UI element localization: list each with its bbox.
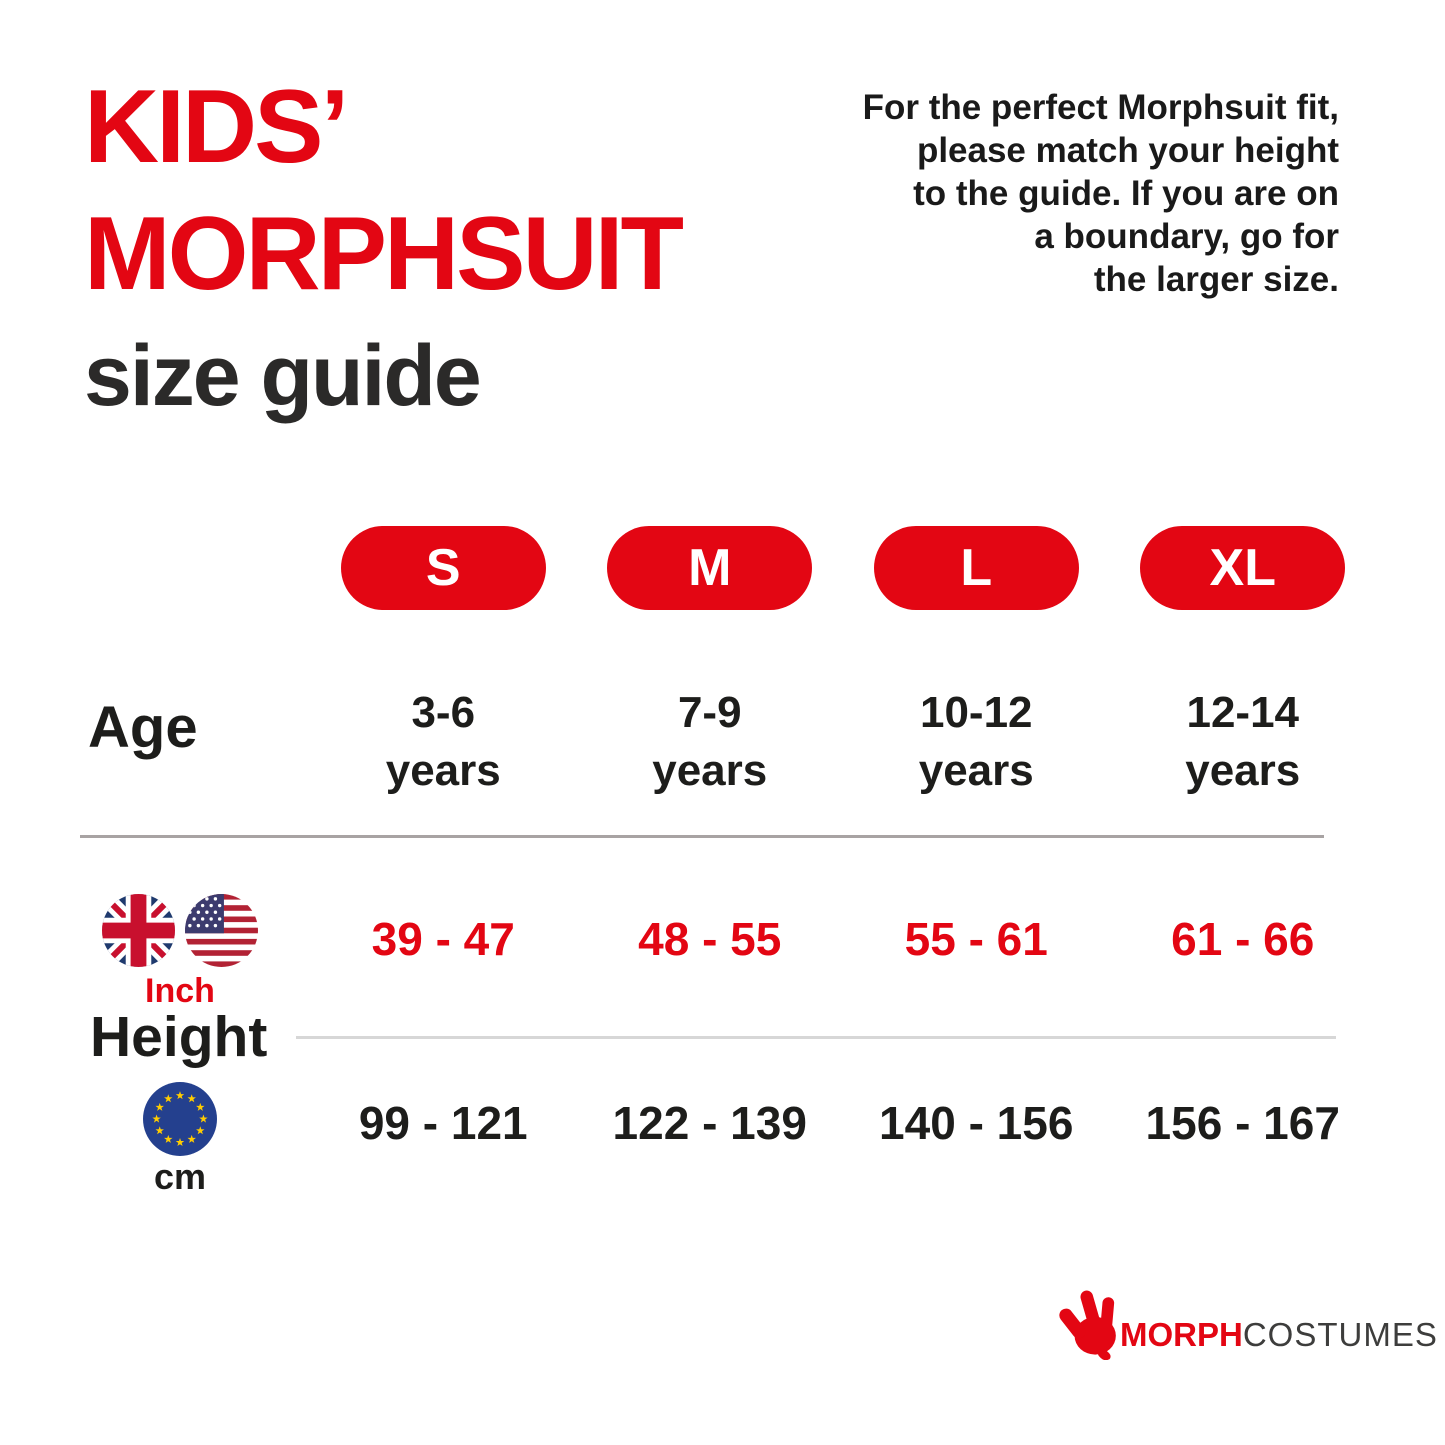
- age-value-l: [843, 684, 1110, 800]
- fit-instructions: [857, 86, 1339, 301]
- height-row-label: Height: [90, 1005, 268, 1069]
- age-value-m: [577, 684, 844, 800]
- size-badge-xl: XL: [1140, 526, 1345, 610]
- inch-value-l: 55 - 61: [904, 913, 1048, 965]
- us-flag-icon: [185, 894, 258, 967]
- cm-value-l: 140 - 156: [879, 1097, 1074, 1149]
- uk-flag-icon: [102, 894, 175, 967]
- age-range: 12-14: [1186, 688, 1300, 737]
- size-badges-row: [310, 526, 1376, 610]
- fit-instructions-line: a boundary, go for: [1034, 217, 1339, 256]
- title-line-morphsuit: MORPHSUIT: [84, 196, 681, 312]
- size-badge-l: L: [874, 526, 1079, 610]
- cm-value-s: 99 - 121: [358, 1097, 528, 1149]
- age-range: 10-12: [919, 688, 1033, 737]
- age-unit: years: [918, 746, 1034, 795]
- age-unit: years: [652, 746, 768, 795]
- eu-flag-icon: [143, 1082, 217, 1156]
- fit-instructions-line: the larger size.: [1093, 260, 1339, 299]
- cm-value-xl: 156 - 167: [1145, 1097, 1340, 1149]
- age-unit: years: [385, 746, 501, 795]
- age-value-xl: [1110, 684, 1377, 800]
- age-values-row: [310, 684, 1376, 800]
- inch-value-m: 48 - 55: [638, 913, 782, 965]
- fit-instructions-line: please match your height: [916, 131, 1339, 170]
- age-value-s: [310, 684, 577, 800]
- morphcostumes-logo: [1058, 1290, 1438, 1360]
- title-line-kids: KIDS’: [84, 69, 347, 185]
- divider-top: [80, 835, 1324, 838]
- divider-middle: [296, 1036, 1336, 1039]
- logo-wordmark: [1120, 1318, 1438, 1351]
- size-badge-s: S: [341, 526, 546, 610]
- inch-unit-label: Inch: [145, 972, 215, 1010]
- size-badge-m: M: [607, 526, 812, 610]
- logo-text-costumes: COSTUMES: [1242, 1316, 1438, 1353]
- cm-unit-label: cm: [153, 1156, 207, 1197]
- fit-instructions-line: For the perfect Morphsuit fit,: [862, 88, 1339, 127]
- inch-value-xl: 61 - 66: [1171, 913, 1315, 965]
- logo-text-morph: MORPH: [1120, 1316, 1243, 1353]
- cm-value-m: 122 - 139: [612, 1097, 807, 1149]
- inch-values-row: [310, 912, 1376, 966]
- page-title: [84, 64, 681, 422]
- age-unit: years: [1185, 746, 1301, 795]
- inch-value-s: 39 - 47: [371, 913, 515, 965]
- age-row-label: Age: [88, 695, 198, 760]
- age-range: 7-9: [677, 688, 742, 737]
- page-subtitle: size guide: [84, 328, 480, 424]
- age-range: 3-6: [411, 688, 476, 737]
- cm-values-row: [310, 1096, 1376, 1150]
- fit-instructions-line: to the guide. If you are on: [913, 174, 1339, 213]
